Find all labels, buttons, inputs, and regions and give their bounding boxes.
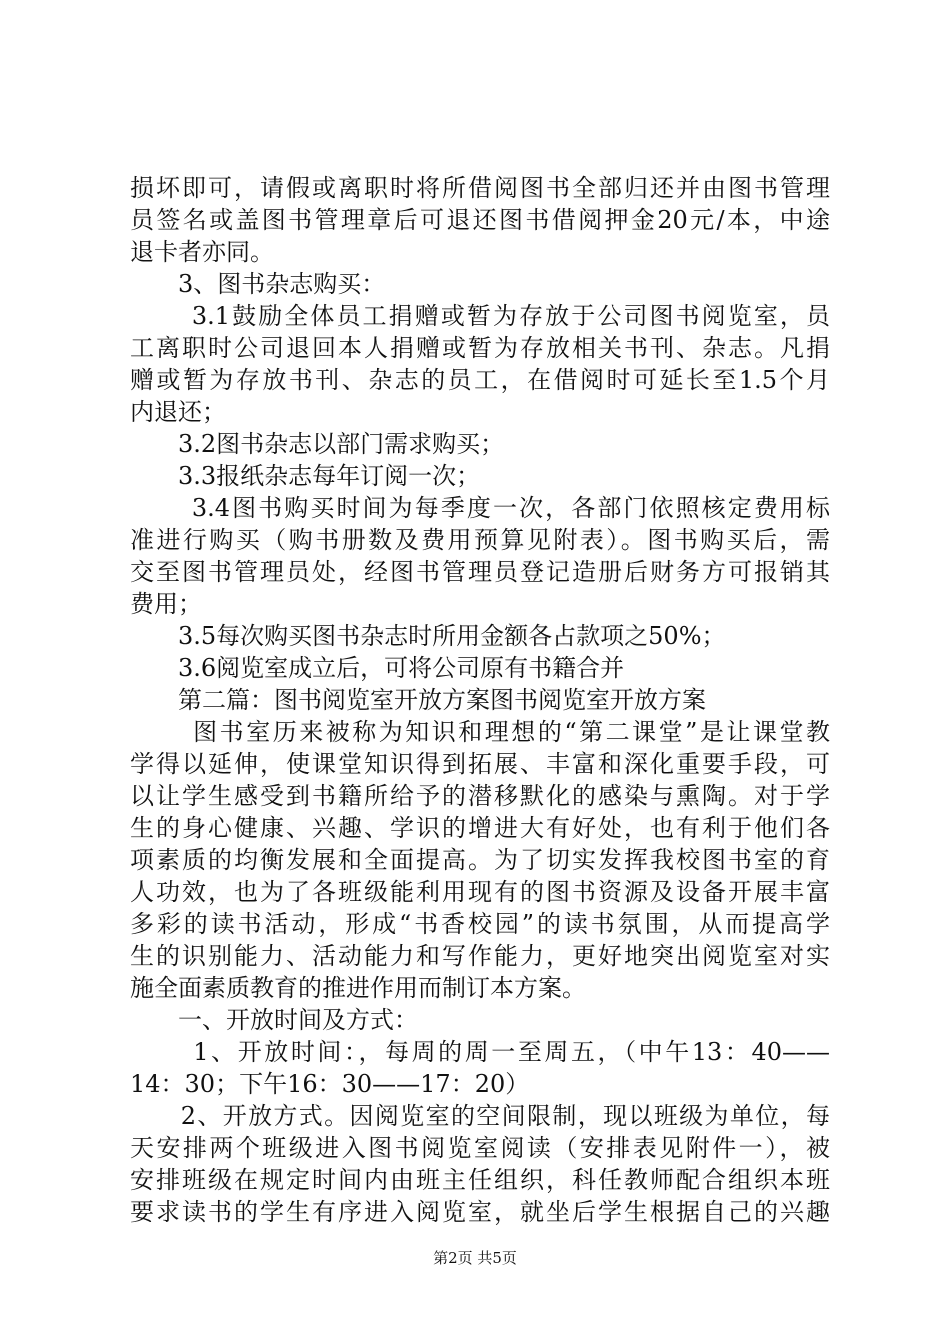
text-line: 3.6阅览室成立后，可将公司原有书籍合并 (130, 654, 625, 682)
text-line: 项素质的均衡发展和全面提高。为了切实发挥我校图书室的育 (130, 846, 830, 874)
text-line: 图书室历来被称为知识和理想的“第二课堂”是让课堂教 (130, 718, 830, 746)
text-line: 天安排两个班级进入图书阅览室阅读（安排表见附件一），被 (130, 1134, 830, 1162)
text-line: 多彩的读书活动，形成“书香校园”的读书氛围，从而提高学 (130, 910, 830, 938)
text-line: 3.5每次购买图书杂志时所用金额各占款项之50%； (130, 622, 726, 650)
text-line: 3.4图书购买时间为每季度一次，各部门依照核定费用标 (130, 494, 830, 522)
text-line: 2、开放方式。因阅览室的空间限制，现以班级为单位，每 (130, 1102, 830, 1130)
text-line: 费用； (130, 590, 202, 618)
text-line: 14：30；下午16：30——17：20） (130, 1070, 530, 1098)
text-line: 工离职时公司退回本人捐赠或暂为存放相关书刊、杂志。凡捐 (130, 334, 830, 362)
text-line: 准进行购买（购书册数及费用预算见附表）。图书购买后，需 (130, 526, 830, 554)
text-line: 一、开放时间及方式： (130, 1006, 418, 1034)
text-line: 第二篇：图书阅览室开放方案图书阅览室开放方案 (130, 686, 706, 714)
text-line: 3、图书杂志购买： (130, 270, 386, 298)
text-line: 以让学生感受到书籍所给予的潜移默化的感染与熏陶。对于学 (130, 782, 830, 810)
text-line: 生的识别能力、活动能力和写作能力，更好地突出阅览室对实 (130, 942, 830, 970)
text-line: 交至图书管理员处，经图书管理员登记造册后财务方可报销其 (130, 558, 830, 586)
text-line: 员签名或盖图书管理章后可退还图书借阅押金20元/本，中途 (130, 206, 830, 234)
text-line: 退卡者亦同。 (130, 238, 274, 266)
text-line: 生的身心健康、兴趣、学识的增进大有好处，也有利于他们各 (130, 814, 830, 842)
text-line: 3.1鼓励全体员工捐赠或暂为存放于公司图书阅览室，员 (130, 302, 830, 330)
text-line: 1、开放时间：，每周的周一至周五，（中午13：40—— (130, 1038, 830, 1066)
text-line: 3.2图书杂志以部门需求购买； (130, 430, 505, 458)
text-line: 赠或暂为存放书刊、杂志的员工，在借阅时可延长至1.5个月 (130, 366, 830, 394)
text-line: 学得以延伸，使课堂知识得到拓展、丰富和深化重要手段，可 (130, 750, 830, 778)
text-line: 3.3报纸杂志每年订阅一次； (130, 462, 481, 490)
text-line: 内退还； (130, 398, 226, 426)
page-footer: 第2页 共5页 (433, 1249, 517, 1267)
text-line: 施全面素质教育的推进作用而制订本方案。 (130, 974, 586, 1002)
text-line: 安排班级在规定时间内由班主任组织，科任教师配合组织本班 (130, 1166, 830, 1194)
text-line: 要求读书的学生有序进入阅览室，就坐后学生根据自己的兴趣 (130, 1198, 830, 1226)
text-line: 损坏即可，请假或离职时将所借阅图书全部归还并由图书管理 (130, 174, 830, 202)
body-text (130, 172, 830, 1228)
text-line: 人功效，也为了各班级能利用现有的图书资源及设备开展丰富 (130, 878, 830, 906)
